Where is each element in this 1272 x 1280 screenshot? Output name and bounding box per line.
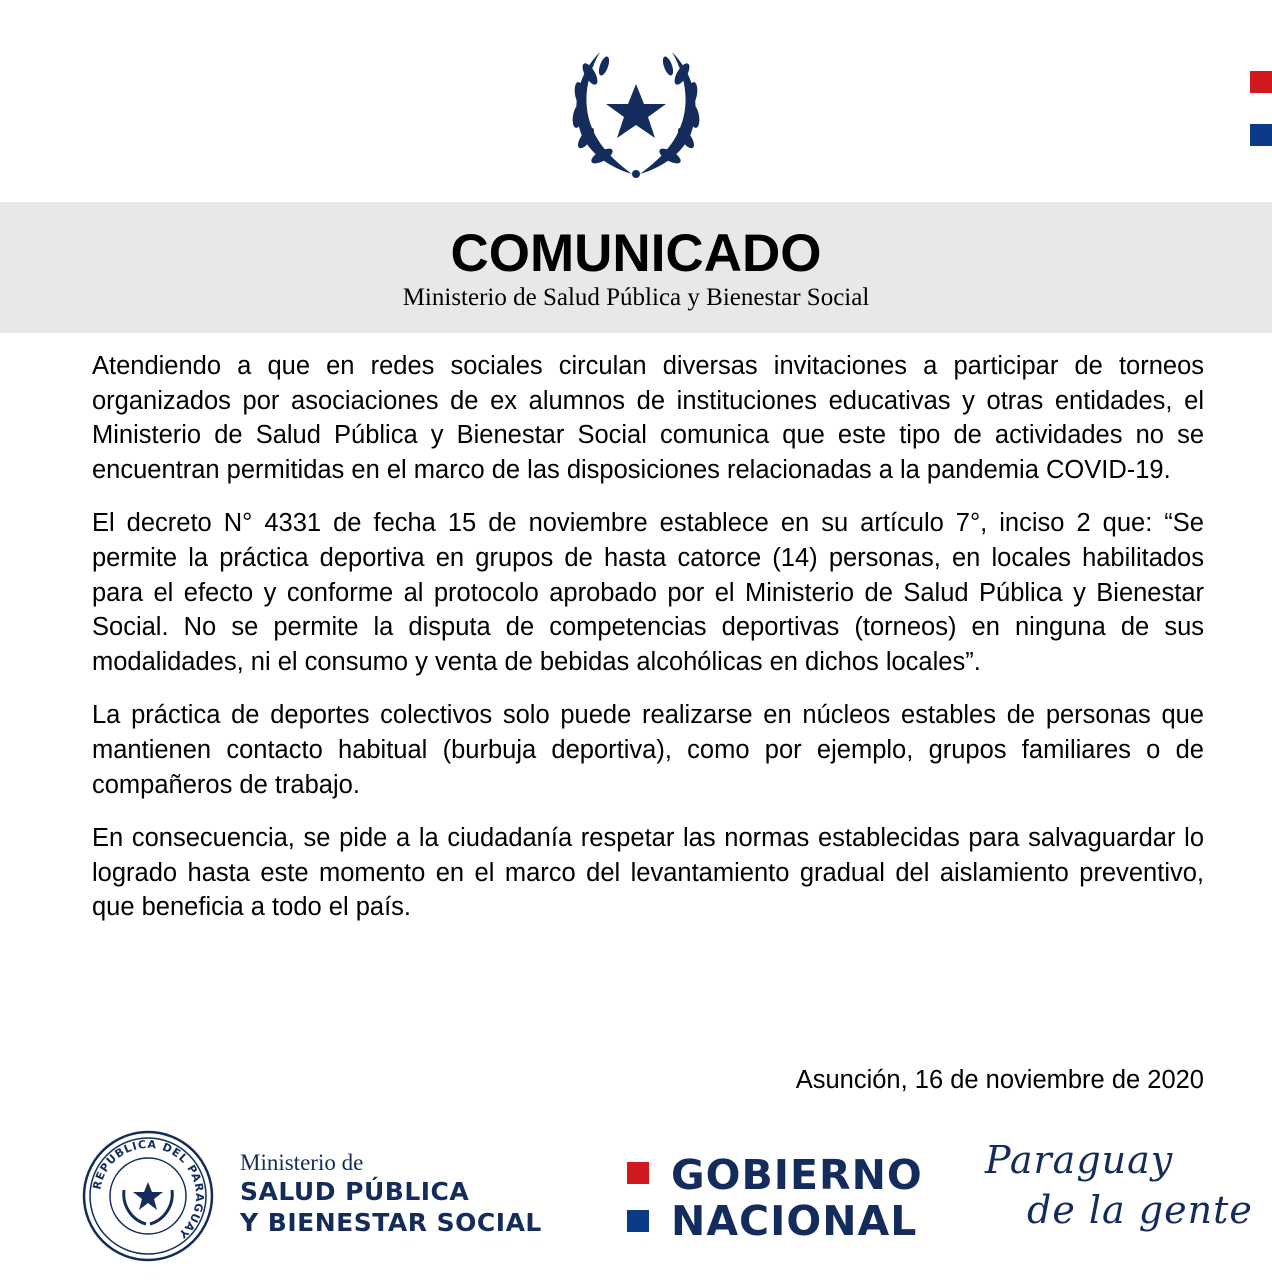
header-band — [0, 202, 1272, 333]
paragraph: El decreto N° 4331 de fecha 15 de noviembre establece en su artículo 7°, inciso 2 que: “Se permite la práctica deportiva en grupos de hasta catorce (14) personas, en locales habilitados para el efecto y conforme al protocolo aprobado por el Ministerio de Salud Pública y Bienestar Social. No se permite la disputa de competencias deportivas (torneos) en ninguna de sus modalidades, ni el consumo y venta de bebidas alcohólicas en dichos locales”. — [92, 509, 1204, 676]
paragraph: En consecuencia, se pide a la ciudadanía respetar las normas establecidas para salvaguardar lo logrado hasta este momento en el marco del levantamiento gradual del aislamiento preventivo, que beneficia a todo el país. — [92, 824, 1204, 922]
ministry-logo-line2: SALUD PÚBLICA — [240, 1177, 470, 1206]
gov-logo-line2: NACIONAL — [671, 1197, 918, 1245]
date-line: Asunción, 16 de noviembre de 2020 — [795, 1066, 1204, 1094]
page-title: COMUNICADO — [450, 224, 822, 283]
slogan-line1: Paraguay — [985, 1138, 1174, 1182]
gov-blue-square — [627, 1210, 649, 1232]
ministry-logo-line3: Y BIENESTAR SOCIAL — [240, 1208, 542, 1237]
laurel-star-emblem — [560, 44, 712, 182]
ministry-logo-line1: Ministerio de — [240, 1150, 364, 1175]
paragraph: La práctica de deportes colectivos solo puede realizarse en núcleos estables de personas que mantienen contacto habitual (burbuja deportiva), como por ejemplo, grupos familiares o de compañeros de trabajo. — [92, 701, 1204, 799]
ministry-logo — [240, 1150, 542, 1238]
national-seal-icon — [82, 1130, 214, 1262]
gov-logo-line1: GOBIERNO — [671, 1151, 923, 1199]
slogan-line2: de la gente — [1027, 1188, 1253, 1232]
page-subtitle: Ministerio de Salud Pública y Bienestar Social — [402, 284, 870, 311]
flag-blue-square — [1250, 124, 1272, 146]
slogan-logo — [985, 1138, 1253, 1248]
communique-body — [92, 349, 1204, 944]
paragraph: Atendiendo a que en redes sociales circulan diversas invitaciones a participar de torneos organizados por asociaciones de ex alumnos de instituciones educativas y otras entidades, el Ministerio de Salud Pública y Bienestar Social comunica que este tipo de actividades no se encuentran permitidas en el marco de las disposiciones relacionadas a la pandemia COVID-19. — [92, 352, 1204, 484]
svg-text:REPUBLICA DEL PARAGUAY: REPUBLICA DEL PARAGUAY — [90, 1137, 207, 1242]
star-icon — [133, 1182, 163, 1210]
flag-red-square — [1250, 71, 1272, 93]
gov-red-square — [627, 1162, 649, 1184]
